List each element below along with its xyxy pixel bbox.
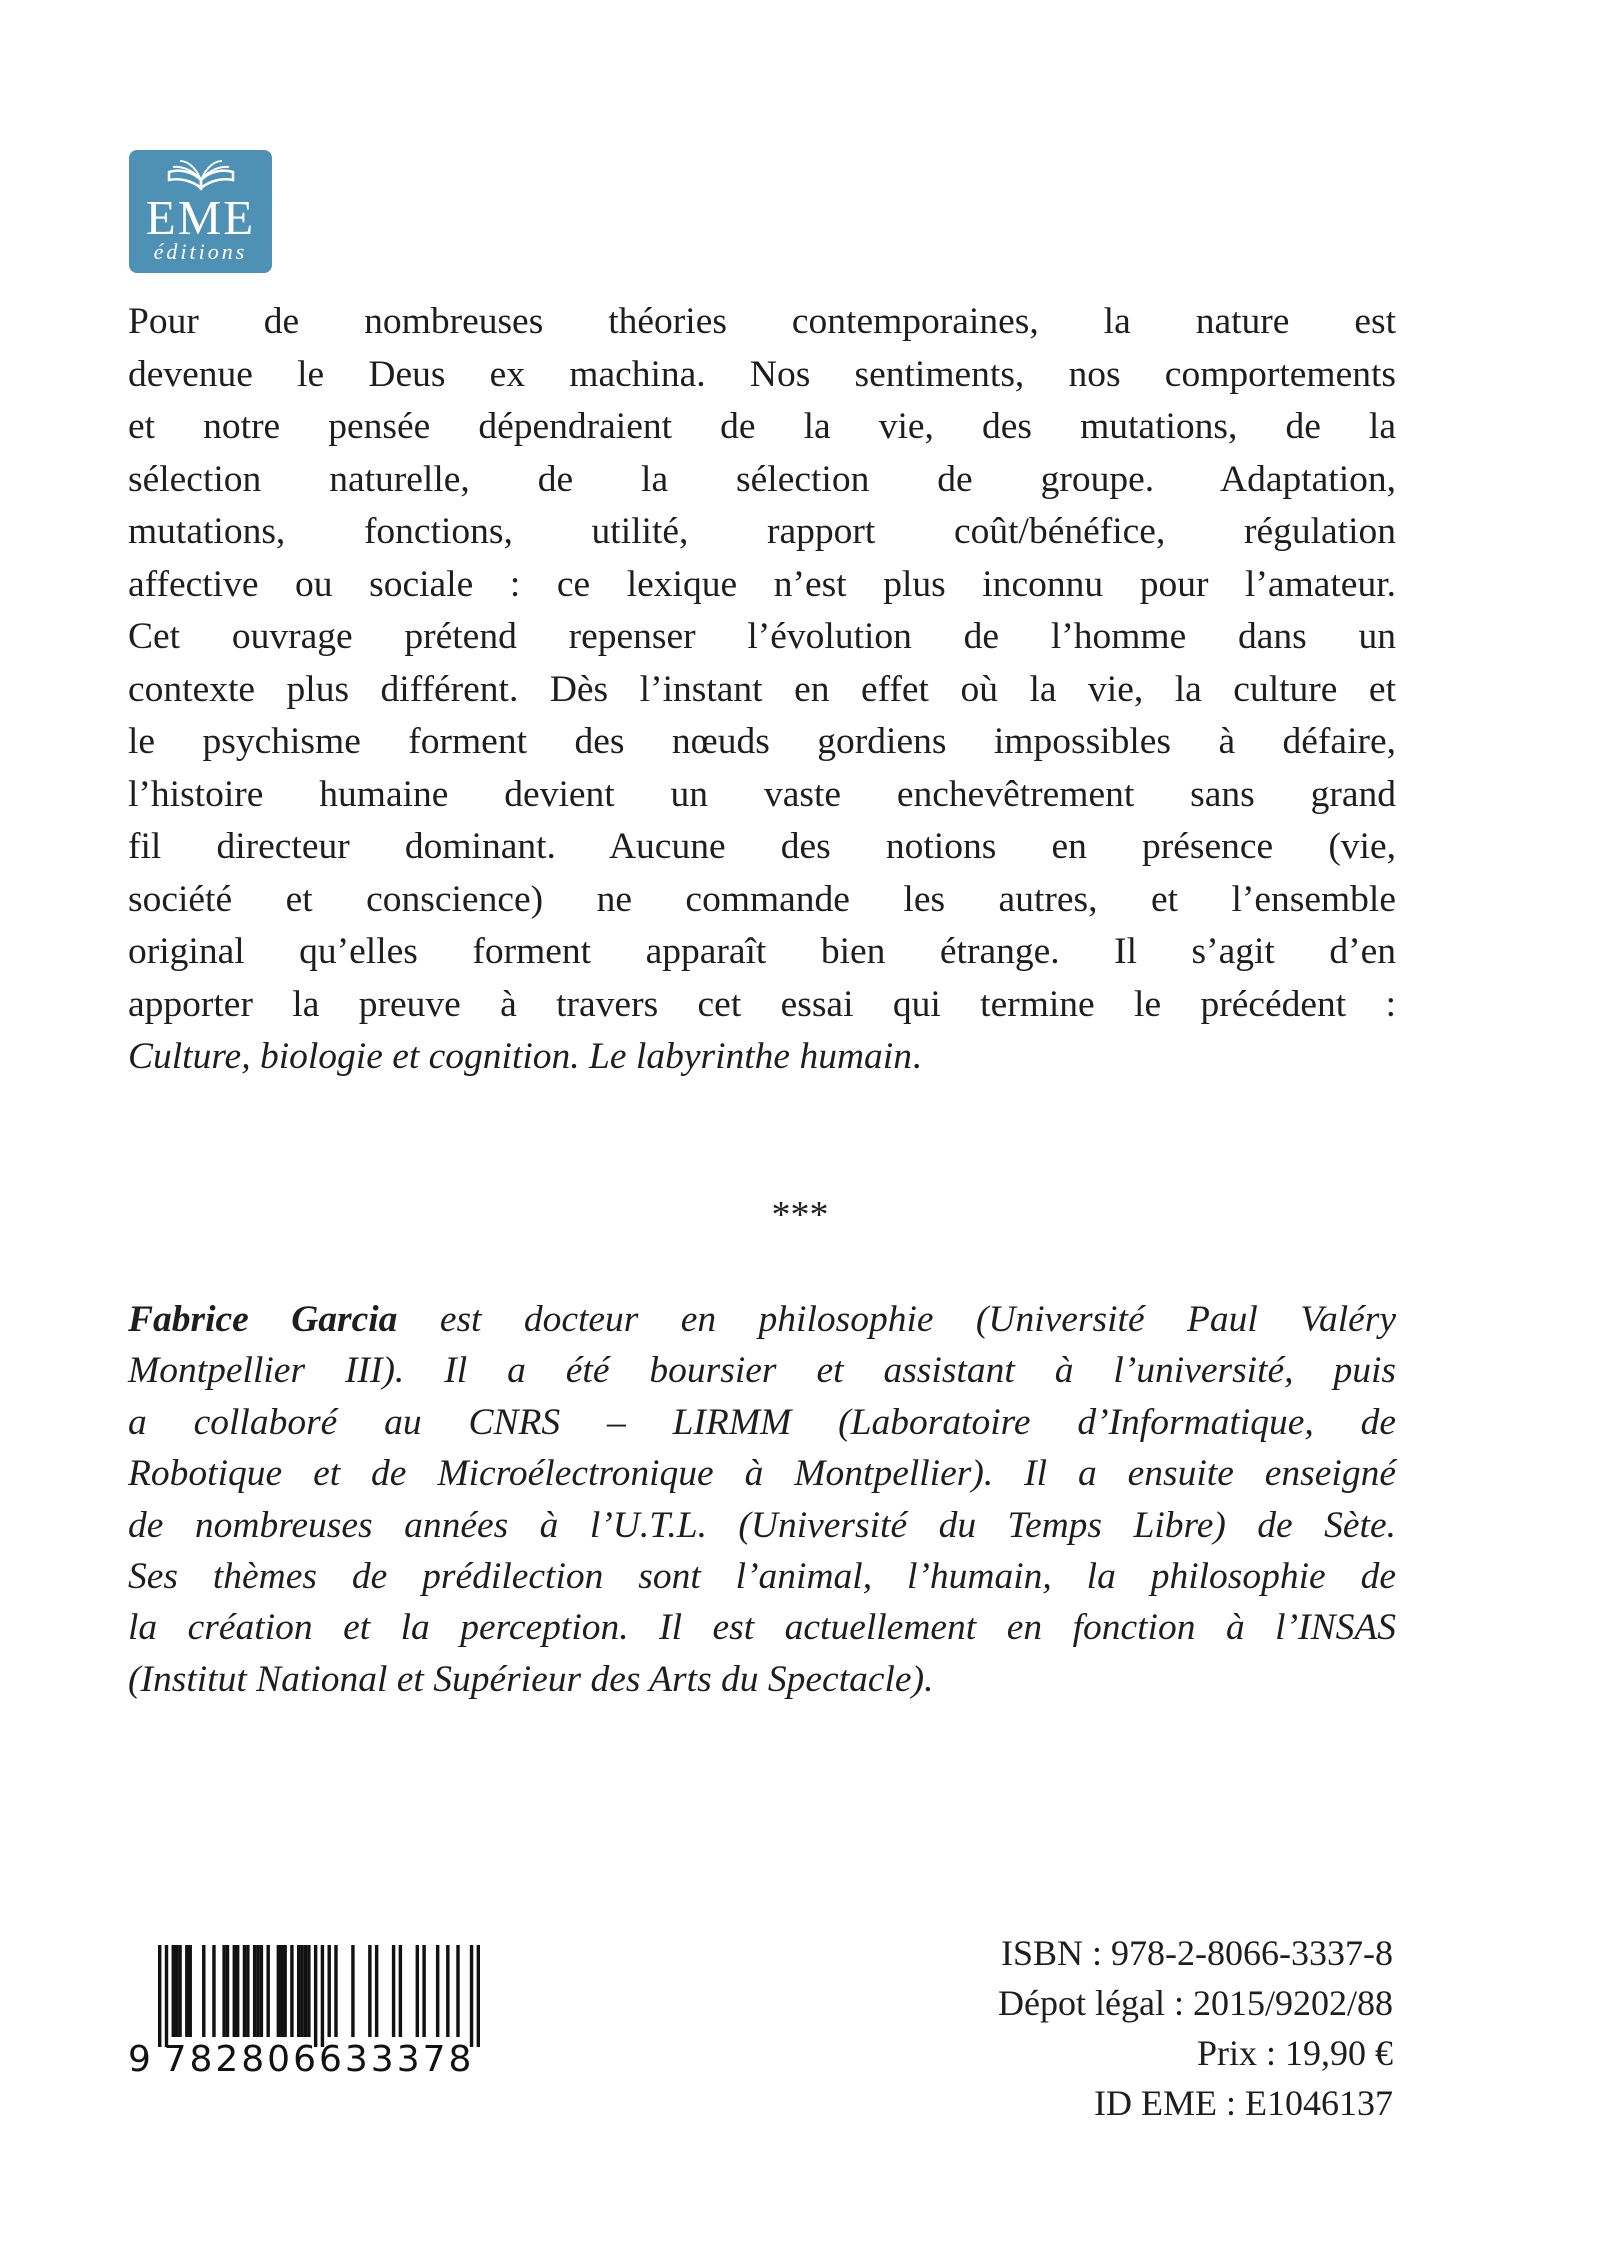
barcode-bar <box>321 1945 324 2047</box>
barcode-bar <box>189 1945 192 2037</box>
barcode-bar <box>243 1945 246 2037</box>
bio-line <box>128 1294 1396 1345</box>
barcode-digits: 782806633378 <box>163 2039 475 2080</box>
barcode-bar <box>178 1945 181 2037</box>
barcode-bar <box>470 1945 473 2047</box>
logo-subtitle: éditions <box>153 239 248 264</box>
blurb-last-line <box>128 1031 1396 1084</box>
barcode-bar <box>165 1945 168 2047</box>
barcode-bar <box>226 1945 229 2037</box>
section-separator: *** <box>771 1194 829 1236</box>
barcode-lead-digit: 9 <box>128 2039 151 2080</box>
barcode-bar <box>185 1945 188 2037</box>
barcode-bar <box>280 1945 283 2037</box>
blurb-line: et notre pensée dépendraient de la vie, des mutations, de la <box>128 406 1396 447</box>
blurb-line: mutations, fonctions, utilité, rapport coût/bénéfice, régulation <box>128 511 1396 552</box>
barcode-bar <box>477 1945 480 2047</box>
barcode-bar <box>368 1945 371 2037</box>
barcode-bar <box>392 1945 395 2037</box>
barcode-bar <box>222 1945 225 2037</box>
barcode-bar <box>334 1945 337 2037</box>
bio-line: de nombreuses années à l’U.T.L. (Université du Temps Libre) de Sète. <box>128 1504 1396 1546</box>
barcode-bar <box>304 1945 307 2037</box>
bio-line: Robotique et de Microélectronique à Montpellier). Il a ensuite enseigné <box>128 1453 1396 1495</box>
barcode-bar <box>456 1945 459 2037</box>
isbn-barcode <box>128 1945 488 2085</box>
blurb-line: original qu’elles forment apparaît bien étrange. Il s’agit d’en <box>128 931 1396 972</box>
blurb-line: devenue le Deus ex machina. Nos sentiments, nos comportements <box>128 353 1396 395</box>
barcode-bar <box>233 1945 236 2037</box>
barcode-bar <box>446 1945 449 2037</box>
blurb-line: apporter la preuve à travers cet essai qui termine le précédent : <box>128 983 1396 1025</box>
blurb-line: sélection naturelle, de la sélection de groupe. Adaptation, <box>128 458 1396 500</box>
blurb-paragraph <box>128 296 1396 1084</box>
barcode-bar <box>175 1945 178 2037</box>
barcode-bar <box>236 1945 239 2037</box>
bio-line: la création et la perception. Il est actuellement en fonction à l’INSAS <box>128 1607 1396 1649</box>
bio-line: Ses thèmes de prédilection sont l’animal, l’humain, la philosophie de <box>128 1556 1396 1598</box>
bio-last-line: (Institut National et Supérieur des Arts du Spectacle). <box>128 1658 934 1700</box>
barcode-bar <box>327 1945 330 2037</box>
logo-name: EME <box>145 190 256 245</box>
barcode-bar <box>256 1945 259 2037</box>
blurb-line: Cet ouvrage prétend repenser l’évolution de l’homme dans un <box>128 616 1396 657</box>
blurb-line: affective ou sociale : ce lexique n’est plus inconnu pour l’amateur. <box>128 563 1396 605</box>
barcode-bar <box>436 1945 439 2037</box>
barcode-bar <box>314 1945 317 2047</box>
barcode-bar <box>300 1945 303 2037</box>
bio-line: a collaboré au CNRS – LIRMM (Laboratoire d’Informatique, de <box>128 1401 1396 1443</box>
barcode-bar <box>277 1945 280 2037</box>
barcode-bar <box>212 1945 215 2037</box>
author-name: Fabrice Garcia <box>128 1299 398 1340</box>
barcode-bar <box>399 1945 402 2037</box>
blurb-line: contexte plus différent. Dès l’instant en effet où la vie, la culture et <box>128 668 1396 710</box>
blurb-line: Pour de nombreuses théories contemporaines, la nature est <box>128 301 1396 342</box>
blurb-line: l’histoire humaine devient un vaste enchevêtrement sans grand <box>128 773 1396 815</box>
barcode-bar <box>422 1945 425 2037</box>
barcode-bar <box>172 1945 175 2037</box>
isbn-text: ISBN : 978-2-8066-3337-8 <box>1001 1933 1393 1973</box>
barcode-bars <box>158 1945 480 2047</box>
barcode-bar <box>202 1945 205 2037</box>
publisher-logo <box>129 150 272 273</box>
previous-book-title: Culture, biologie et cognition. Le labyrinthe humain <box>128 1036 912 1077</box>
barcode-bar <box>307 1945 310 2037</box>
blurb-final-period: . <box>911 1036 922 1077</box>
barcode-bar <box>297 1945 300 2037</box>
blurb-line: le psychisme forment des nœuds gordiens impossibles à défaire, <box>128 721 1396 762</box>
author-bio <box>128 1294 1396 1705</box>
price-text: Prix : 19,90 € <box>1196 2033 1393 2073</box>
barcode-bar <box>158 1945 161 2047</box>
barcode-bar <box>253 1945 256 2037</box>
barcode-bar <box>416 1945 419 2037</box>
blurb-line: société et conscience) ne commande les autres, et l’ensemble <box>128 878 1396 920</box>
imprint-info <box>998 1928 1393 2128</box>
publisher-id-text: ID EME : E1046137 <box>1094 2083 1393 2123</box>
barcode-bar <box>260 1945 263 2037</box>
blurb-line: fil directeur dominant. Aucune des notions en présence (vie, <box>128 826 1396 867</box>
bio-first-line-rest: est docteur en philosophie (Université Paul Valéry <box>397 1299 1396 1340</box>
barcode-bar <box>246 1945 249 2037</box>
barcode-bar <box>266 1945 269 2037</box>
barcode-bar <box>290 1945 293 2037</box>
bio-line: Montpellier III). Il a été boursier et assistant à l’université, puis <box>128 1350 1396 1392</box>
barcode-bar <box>283 1945 286 2037</box>
barcode-bar <box>375 1945 378 2037</box>
barcode-bar <box>351 1945 354 2037</box>
legal-deposit-text: Dépot légal : 2015/9202/88 <box>998 1983 1393 2023</box>
